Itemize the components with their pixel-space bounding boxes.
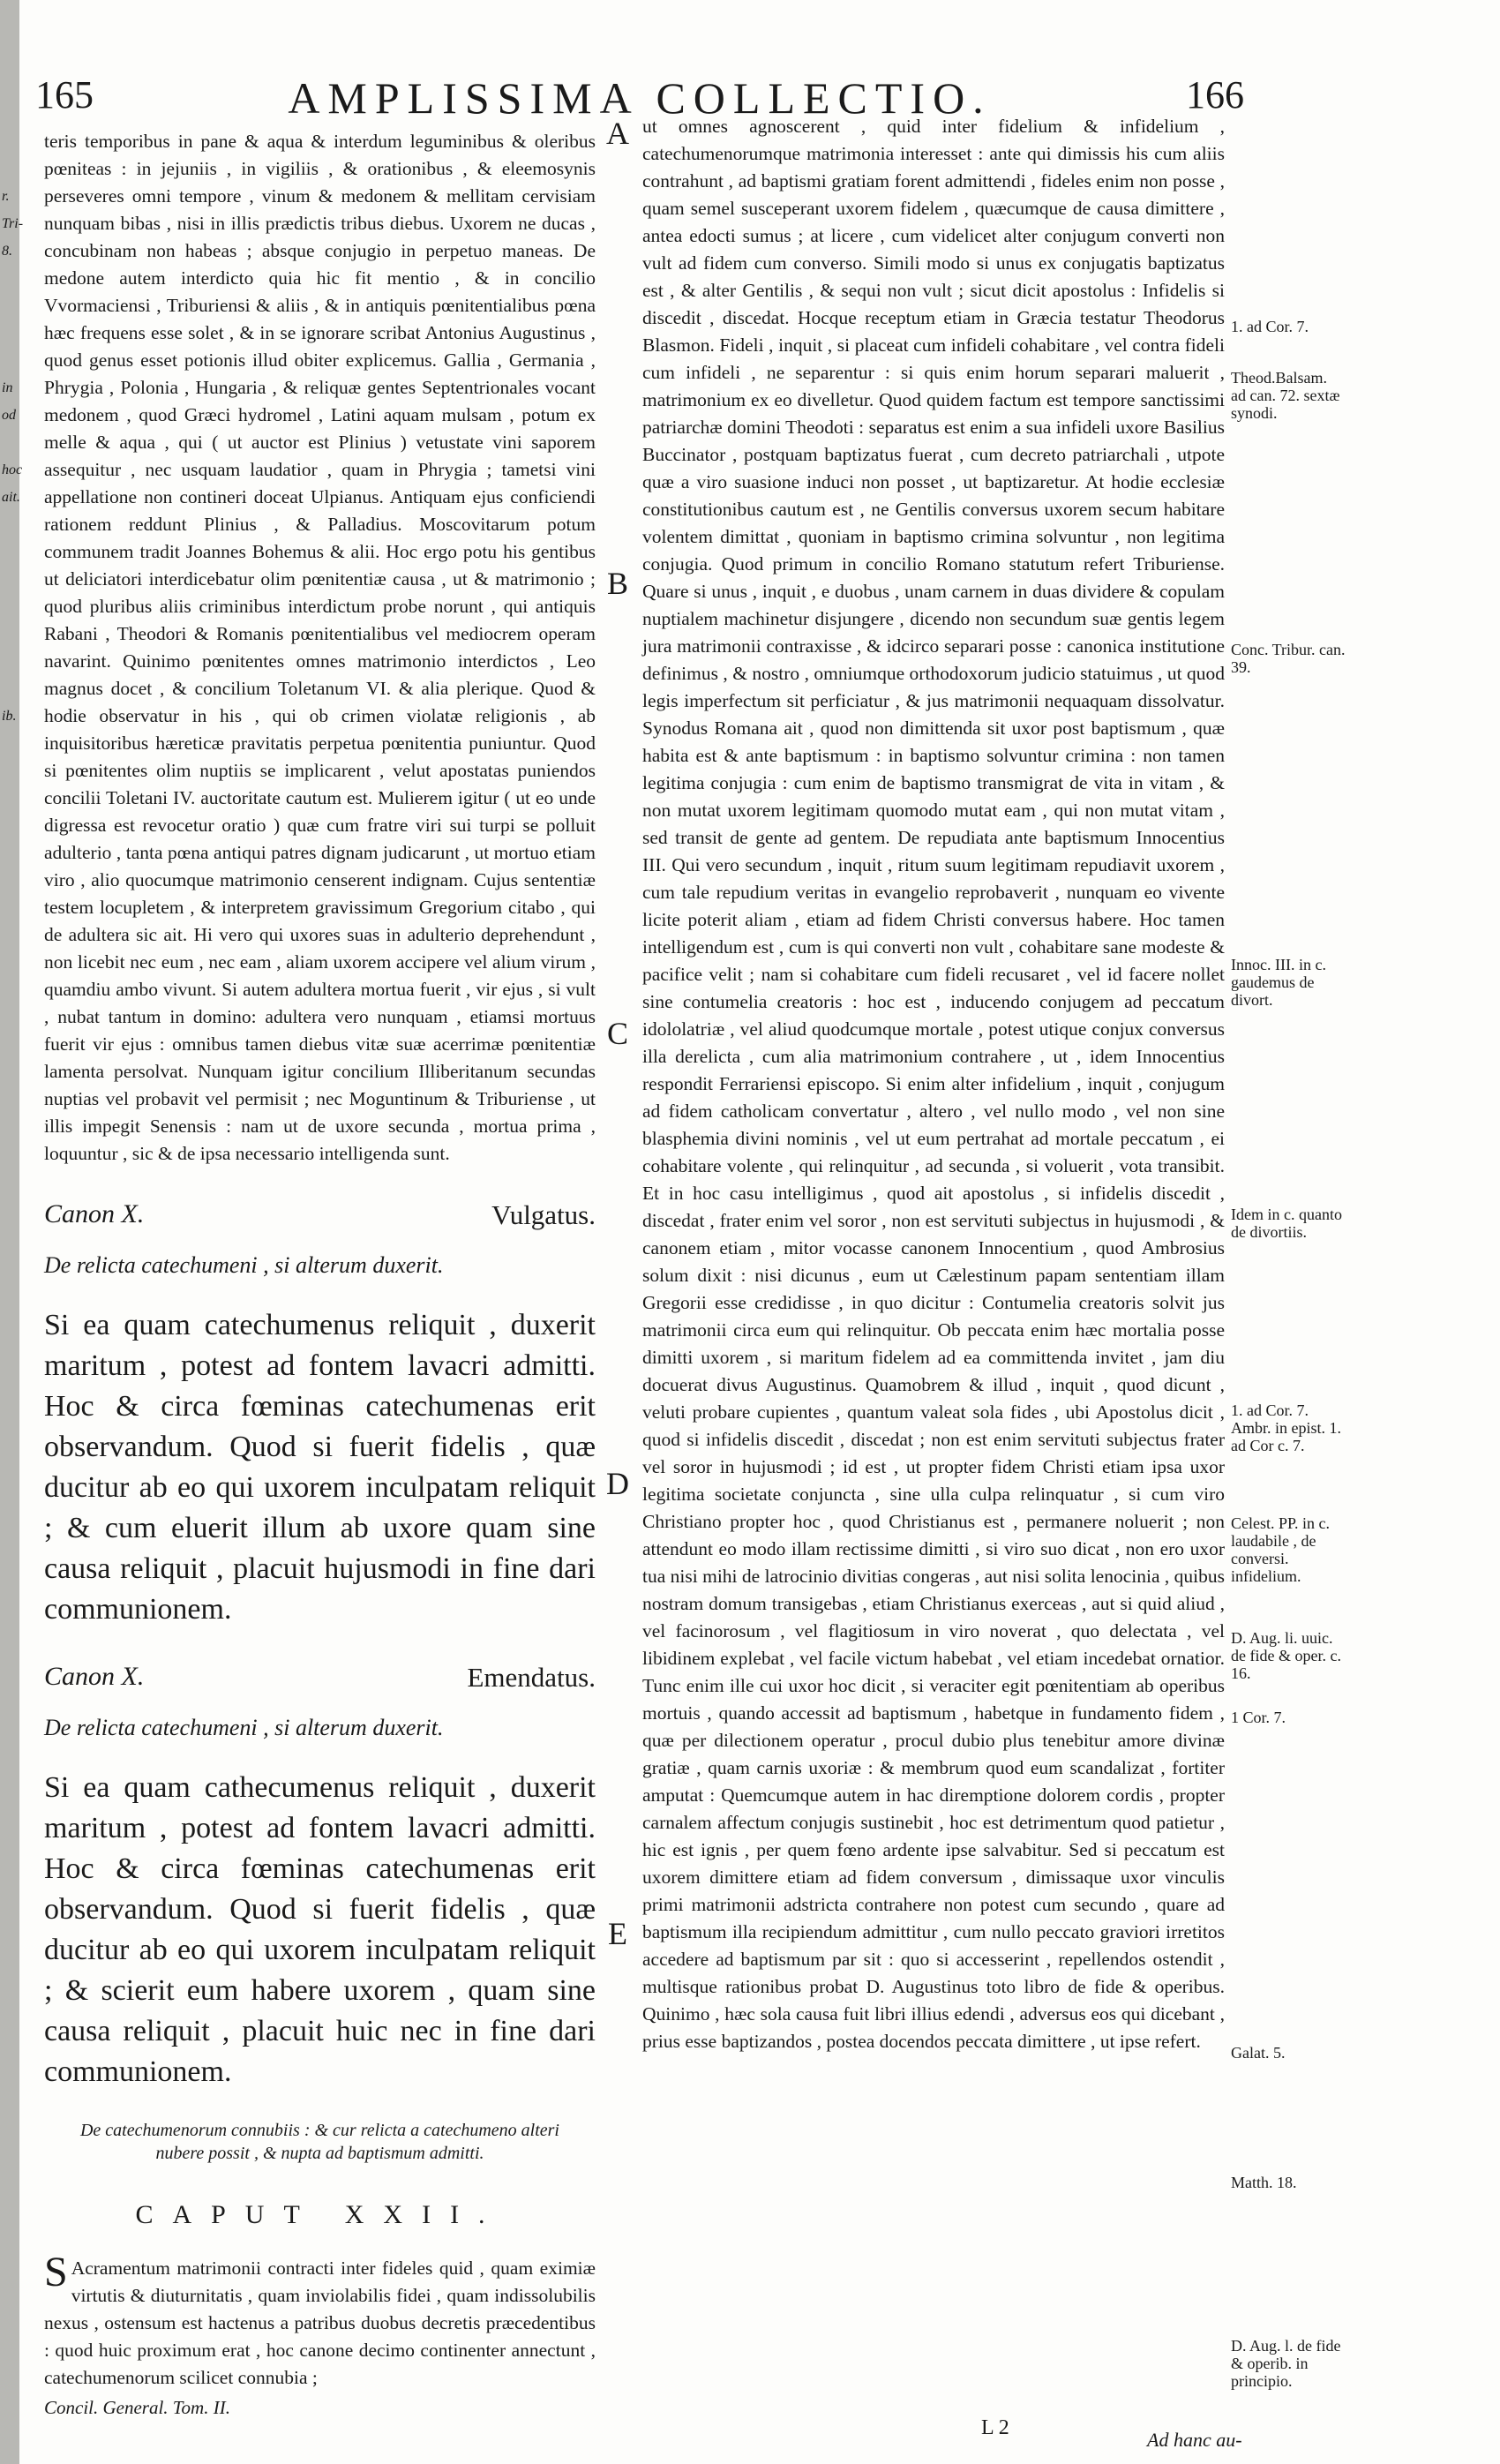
page-number-right: 166: [1186, 73, 1244, 116]
chapter-summary: De catechumenorum connubiis : & cur relicta a catechumeno alteri nubere possit , & nupta ad baptismum admitti.: [79, 2121, 559, 2163]
margin-fragment: [2, 1824, 28, 1852]
margin-fragment: [2, 1222, 28, 1250]
section-letter-d: D: [606, 1466, 629, 1501]
section-letter-a: A: [606, 116, 629, 151]
margin-fragment: [2, 675, 28, 702]
marginal-note: D. Aug. l. de fide & operib. in principio.: [1231, 2337, 1341, 2390]
marginal-note: Conc. Tribur. can. 39.: [1231, 641, 1346, 676]
running-title: AMPLISSIMA COLLECTIO.: [288, 73, 992, 123]
catchword: Ad hanc au-: [1147, 2429, 1242, 2451]
margin-fragment: [2, 730, 28, 757]
margin-fragment: in: [2, 380, 13, 395]
margin-fragment: hoc: [2, 462, 23, 477]
margin-fragment: [2, 429, 28, 456]
canon-text-emendatus: Si ea quam cathecumenus reliquit , duxerit maritum , potest ad fontem lavacri admitti. Hoc & circa fœminas catechumenas erit observandum. Quod si fuerit fidelis , quæ ducitur ab eo qui uxorem inculpatam reliquit ; & scierit eum habere uxorem , quam sine causa reliquit , placuit huic nec in fine dari communionem.: [44, 1771, 596, 2088]
margin-fragment: Tri-: [2, 216, 24, 231]
canon-rubric: De relicta catechumeni , si alterum duxerit.: [44, 1715, 444, 1740]
margin-fragment: [2, 1195, 28, 1222]
marginal-note: Innoc. III. in c. gaudemus de divort.: [1231, 956, 1326, 1009]
drop-cap: S: [44, 2249, 68, 2295]
margin-fragment: [2, 867, 28, 894]
chapter-heading: CAPUT XXII.: [135, 2200, 505, 2229]
canon-version: Emendatus.: [467, 1662, 596, 1693]
margin-fragment: [2, 1277, 28, 1304]
margin-fragment: [2, 1605, 28, 1633]
marginal-note: Celest. PP. in c. laudabile , de conversi. infidelium.: [1231, 1514, 1331, 1585]
margin-fragment: [2, 1386, 28, 1414]
margin-fragment: [2, 1742, 28, 1769]
marginal-note: Matth. 18.: [1231, 2174, 1297, 2191]
margin-fragment: [2, 1551, 28, 1578]
canon-label: Canon X.: [44, 1199, 145, 1228]
margin-fragment: [2, 1660, 28, 1687]
marginal-note: Idem in c. quanto de divortiis.: [1231, 1206, 1342, 1241]
margin-fragment: [2, 566, 28, 593]
margin-fragment: [2, 1633, 28, 1660]
margin-fragment: [2, 839, 28, 867]
margin-fragment: [2, 1003, 28, 1031]
margin-fragment: [2, 1168, 28, 1195]
margin-fragment: [2, 1441, 28, 1469]
margin-fragment: [2, 976, 28, 1003]
margin-fragment: [2, 1578, 28, 1605]
margin-fragment: [2, 1359, 28, 1386]
margin-fragment: [2, 921, 28, 949]
margin-fragment: [2, 319, 28, 347]
chapter-opening-text: Acramentum matrimonii contracti inter fideles quid , quam eximiæ virtutis & diuturnitatis , quam inviolabilis fidei , quam indissolubilis nexus , ostensum est hactenus a patribus duobus decretis præcedentibus : quod huic proximum erat , hoc canone decimo continenter annectunt , catechumenorum scilicet connubia ;: [44, 2257, 596, 2388]
marginal-note: 1. ad Cor. 7. Ambr. in epist. 1. ad Cor c. 7.: [1231, 1401, 1341, 1454]
margin-fragment: [2, 1058, 28, 1086]
margin-fragment: [2, 949, 28, 976]
marginal-note: Galat. 5.: [1231, 2044, 1286, 2062]
margin-fragment: [2, 1687, 28, 1715]
margin-fragment: [2, 1797, 28, 1824]
margin-fragment: [2, 155, 28, 183]
margin-fragment: [2, 1113, 28, 1140]
margin-fragment: [2, 1140, 28, 1168]
margin-fragment: [2, 1469, 28, 1496]
right-column-text: ut omnes agnoscerent , quid inter fidelium & infidelium , catechumenorumque matrimonia interesset : ante qui dimissis his cum aliis contrahunt , ad baptismi gratiam forent admittendi , fideles enim non posse , quam semel susceperant uxorem fidelem , quæcumque de causa dimittere , antea edocti sumus ; at licere , cum videlicet alter conjugum converti non vult ad fidem cum converso. Simili modo si unus ex conjugatis baptizatus est , & alter Gentilis , & sequi non vult ; sicut dicit apostolus : Infidelis si discedit , discedat. Hocque receptum etiam in Græcia testatur Theodorus Blasmon. Fideli , inquit , si placeat cum infideli cohabitare , vel contra fideli cum infideli , ne separentur : si quis enim horum separari maluerit , matrimonium ex eo divelletur. Quod quidem factum est tempore sanctissimi patriarchæ domini Theodoti : separatus est enim a sua infideli uxore Basilius Buccinator , postquam baptizatus fuerat , cum decreto patriarchali , utpote quæ a viro suasione induci non posset , ut baptizaretur. At hodie ecclesiæ constitutionibus cautum est , ne Gentilis conversus uxorem secum habitare volentem dimittat , quoniam in baptismo crimina solvuntur , non legitima conjugia. Quod primum in concilio Romano statutum refert Triburiense. Quare si unus , inquit , e duobus , unam carnem in duas dividere & copulam nuptialem machinetur disjungere , dicendo non secundum suæ gentis legem jura matrimonii contraxisse , & idcirco separari posse : canonica institutione definimus , & nostro , omniumque orthodoxorum judicio statuimus , ut quod legis imperfectum sit perficiatur , & jus matrimonii nequaquam dissolvatur. Synodus Romana ait , quod non dimittenda sit uxor post baptismum , quæ habita est & ante baptismum : in baptismo solvuntur crimina : non tamen legitima conjugia : cum enim de baptismo transmigrat de vita in vitam , & non mutat uxorem legitimam quomodo mutat eam , qui non mutat vitam , sed transit de gente ad gentem. De repudiata ante baptismum Innocentius III. Qui vero secundum , inquit , ritum suum legitimam repudiavit uxorem , cum tale repudium veritas in evangelio reprobaverit , nunquam eo vivente licite poterit aliam , etiam ad fidem Christi conversus habere. Hoc tamen intelligendum est , cum is qui converti non vult , cohabitare sane modeste & pacifice velit ; nam si cohabitare cum fideli recusaret , vel id facere nollet sine contumelia creatoris : hoc est , inducendo conjugem ad peccatum idololatriæ , vel aliud quodcumque mortale , potest utique conjux conversus illa derelicta , cum alia matrimonium contrahere , ut , idem Innocentius respondit Ferrariensi episcopo. Si enim alter infidelium , inquit , conjugum ad fidem catholicam convertatur , altero , vel nullo modo , vel non sine blasphemia divini nominis , vel ut eum pertrahat ad mortale peccatum , ei cohabitare volente , qui relinquitur , ad secunda , si voluerit , vota transibit. Et in hoc casu intelligimus , quod ait apostolus , si infidelis discedit , discedat , frater enim vel soror , non est servituti subjectus in hujusmodi , & canonem etiam , mitor vocasse canonem Innocentium , quod Ambrosius solum dixit : nisi dicunus , eum ut Cælestinum papam sententiam illam Gregorii esse credidisse , in quo dicitur : Contumelia creatoris solvit jus matrimonii circa eum qui relinquitur. Ob peccata enim hæc mortalia posse dimitti uxorem , si maritum fidelem ad ea committenda invitet , jam diu docuerat divus Augustinus. Quamobrem & illud , inquit , quod dicunt , veluti probare cupientes , quantum valeat sola fides , ubi Apostolus dicit , quod si infidelis discedit , discedat ; non est enim servituti subjectus frater vel soror in hujusmodi ; id est , ut propter fidem Christi etiam ipsa uxor legitima societate conjuncta , sine ulla culpa relinquatur , si cum viro Christiano propter hoc , quod Christianus est , permanere noluerit ; non attendunt eo modo illam rectissime dimitti , si viro suo dicat , non ero uxor tua nisi mihi de latrocinio divitias congeras , aut nisi solita lenocinia , quibus nostram domum transigebas , etiam Christianus exerceas , aut si quid aliud , vel facinorosum , vel flagitiosum in viro noverat , quo delectata , vel libidinem explebat , vel facile victum habebat , vel etiam incedebat ornatior. Tunc enim ille cui uxor hoc dicit , si veraciter egit pœnitentiam ab operibus mortuis , quando accessit ad baptismum , habetque in fundamento fidem , quæ per dilectionem operatur , procul dubio plus tenebitur amore divinæ gratiæ , quam carnis uxoriæ : & membrum quod eum scandalizat , fortiter amputat : Quemcumque autem in hac diremptione dolorem cordis , propter carnalem affectum conjugis sustinebit , hoc est detrimentum quod patietur , hic est ignis , per quem fœno ardente ipse salvabitur. Sed si peccatum est uxorem dimittere etiam ad fidem conversum , dimissaque uxor vinculis primi matrimonii adstricta contrahere non potest cum secundo , quare ad baptismum illa recipiendum admittitur , cum nullo peccato graviori irretitos accedere ad baptismum par sit : quo si accesserint , repellendos ostendit , multisque rationibus probat D. Augustinus toto libro de fide & operibus. Quinimo , hæc sola causa fuit libri illius edendi , adversus eos qui dicebant , prius esse baptizandos , postea docendos peccata dimittere , ut ipse refert.: [642, 116, 1225, 2052]
volume-signature: Concil. General. Tom. II.: [44, 2397, 230, 2418]
margin-fragment: [2, 1250, 28, 1277]
margin-fragment: [2, 128, 28, 155]
margin-fragment: [2, 1332, 28, 1359]
canon-text-vulgatus: Si ea quam catechumenus reliquit , duxerit maritum , potest ad fontem lavacri admitti. Hoc & circa fœminas catechumenas erit observandum. Quod si fuerit fidelis , quæ ducitur ab eo qui uxorem inculpatam reliquit ; & cum eluerit illum ab uxore quam sine causa reliquit , placuit hujusmodi in fine dari communionem.: [44, 1309, 596, 1626]
left-column: [44, 128, 596, 2419]
gathering-signature: L 2: [981, 2416, 1009, 2439]
margin-fragment: [2, 1715, 28, 1742]
left-margin-fragments: [2, 128, 28, 1879]
margin-fragment: [2, 292, 28, 319]
margin-fragment: od: [2, 408, 16, 423]
margin-fragment: [2, 894, 28, 921]
margin-fragment: [2, 347, 28, 374]
section-letter-b: B: [606, 566, 628, 601]
margin-fragment: [2, 538, 28, 566]
marginal-note: 1. ad Cor. 7.: [1231, 318, 1309, 335]
chapter-opening: [44, 2249, 596, 2392]
right-column: [642, 113, 1225, 2055]
margin-fragment: [2, 593, 28, 620]
commentary-paragraph: teris temporibus in pane & aqua & interdum leguminibus & oleribus pœniteas : in jejuniis , in vigiliis , & orationibus , & eleemosynis perseveres omni tempore , vinum & medonem & mellitam cervisiam nunquam bibas , nisi in illis prædictis tribus diebus. Uxorem ne ducas , concubinam non habeas ; absque conjugio in perpetuo maneas. De medone autem interdicto quia hic fit mentio , & in concilio Vvormaciensi , Triburiensi & aliis , & in antiquis pœnitentialibus pœna hæc frequens esse solet , & in se ignorare scribat Antonius Augustinus , quod genus esset potionis illud obiter explicemus. Gallia , Germania , Phrygia , Polonia , Hungaria , & reliquæ gentes Septentrionales vocant medonem , quod Græci hydromel , Latini aquam mulsam , potum ex melle & aqua , qui ( ut auctor est Plinius ) vetustate vini saporem assequitur , nec usquam laudatior , quam in Phrygia ; tametsi vini appellatione non contineri doceat Ulpianus. Antiquam ejus conficiendi rationem reddunt Plinius , & Palladius. Moscovitarum potum communem tradit Joannes Bohemus & alii. Hoc ergo potu his gentibus ut deliciatori interdicebatur olim pœnitentiæ causa , ut & matrimonio ; quod pluribus aliis criminibus interdictum probe norunt , qui antiquis Rabani , Theodori & Romanis pœnitentialibus vel mediocrem operam navarint. Quinimo pœnitentes omnes matrimonio interdictos , Leo magnus docet , & concilium Toletanum VI. & alia plerique. Quod & hodie observatur in his , qui ob crimen violatæ religionis , ab inquisitoribus hæreticæ pravitatis perpetua pœnitentia puniuntur. Quod si pœnitentes olim nuptiis se implicarent , velut apostatas puniendos concilii Toletani IV. auctoritate cautum est. Mulierem igitur ( ut eo unde digressa est revocetur oratio ) quæ cum fratre viri sui turpi se polluit adulterio , tanta pœna antiqui patres dignam judicarunt , ut mortuo etiam viro , alio quocumque matrimonio censerent indignam. Cujus sententiæ testem locupletem , & interpretem gravissimum Gregorium citabo , qui de adultera sic ait. Hi vero qui uxores suas in adulterio deprehendunt , non licebit nec eum , nec eam , aliam uxorem accipere vel alium virum , quamdiu ambo vivunt. Si autem adultera mortua fuerit , vir ejus , si vult , nubat tantum in domino: adultera vero nunquam , etiamsi mortuus fuerit vir ejus : omnibus tamen diebus vitæ suæ acerrimæ pœnitentiæ lamenta persolvat. Nunquam igitur concilium Illiberitanum secundas nuptias vel probavit vel permisit ; nec Moguntinum & Triburiense , ut illis impegit Senensis : nam ut de uxore secunda , mortua prima , loquuntur , sic & de ipsa necessario intelligenda sunt.: [44, 131, 596, 1164]
margin-fragment: [2, 511, 28, 538]
canon-heading-emendatus: [44, 1662, 596, 1704]
margin-fragment: [2, 1304, 28, 1332]
marginal-note: Theod.Balsam. ad can. 72. sextæ synodi.: [1231, 369, 1340, 422]
margin-fragment: [2, 785, 28, 812]
margin-fragment: [2, 648, 28, 675]
margin-fragment: [2, 1031, 28, 1058]
margin-fragment: r.: [2, 189, 10, 204]
margin-fragment: [2, 812, 28, 839]
section-letter-c: C: [606, 1016, 628, 1051]
marginal-note: D. Aug. li. uuic. de fide & oper. c. 16.: [1231, 1629, 1341, 1682]
marginal-note: 1 Cor. 7.: [1231, 1709, 1286, 1726]
canon-version: Vulgatus.: [491, 1199, 596, 1230]
margin-fragment: [2, 265, 28, 292]
margin-fragment: [2, 1086, 28, 1113]
section-letter-e: E: [608, 1916, 627, 1951]
canon-heading-vulgatus: [44, 1199, 596, 1242]
margin-fragment: ib.: [2, 709, 17, 724]
margin-fragment: 8.: [2, 244, 12, 259]
margin-fragment: [2, 1414, 28, 1441]
margin-fragment: [2, 1496, 28, 1523]
margin-fragment: [2, 757, 28, 785]
margin-fragment: [2, 620, 28, 648]
margin-fragment: ait.: [2, 490, 20, 505]
canon-rubric: De relicta catechumeni , si alterum duxerit.: [44, 1252, 444, 1278]
page-number-left: 165: [35, 73, 94, 116]
canon-label: Canon X.: [44, 1662, 145, 1691]
margin-fragment: [2, 1769, 28, 1797]
margin-fragment: [2, 1523, 28, 1551]
margin-fragment: [2, 1852, 28, 1879]
